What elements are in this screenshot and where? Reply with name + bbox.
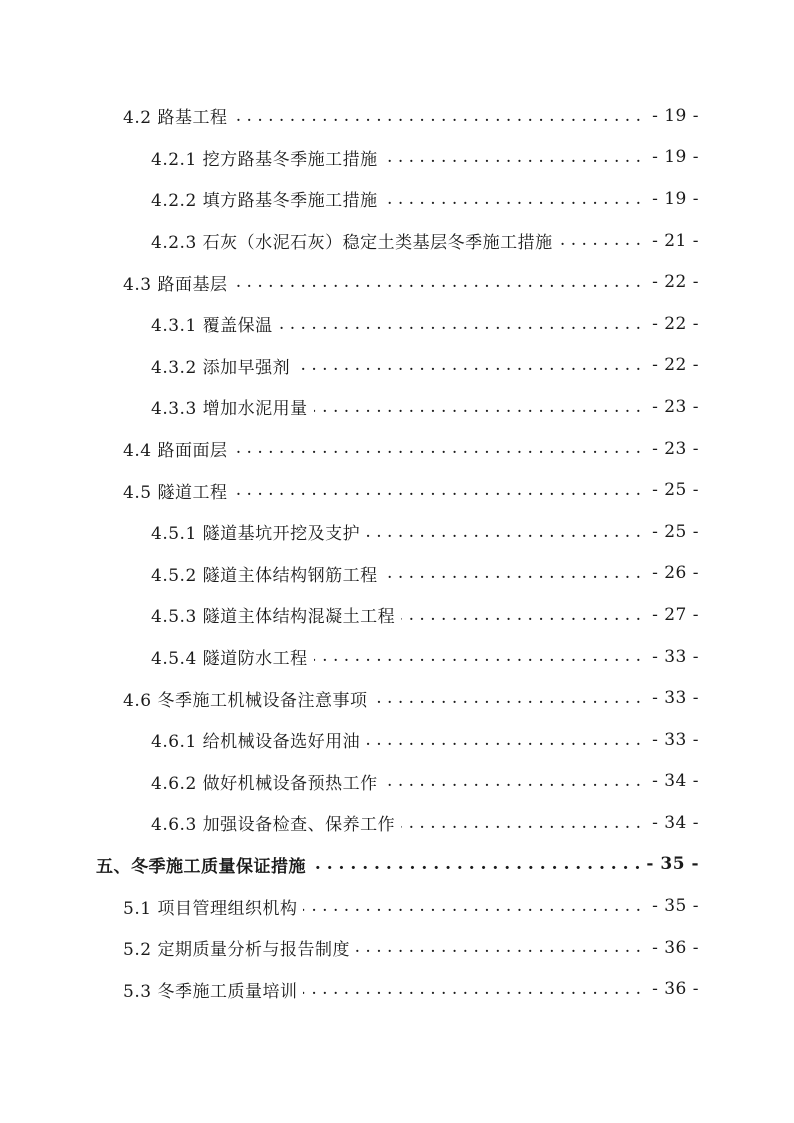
toc-entry-title: 4.3.2 添加早强剂 [151,357,291,378]
toc-entry-title: 4.3 路面基层 [123,274,228,295]
toc-entry-title: 4.5.2 隧道主体结构钢筋工程 [151,565,378,586]
toc-entry[interactable] [0,511,794,553]
toc-dot-leader [279,314,641,334]
toc-dot-leader [384,189,641,209]
toc-entry-title: 4.6.3 加强设备检查、保养工作 [151,815,396,836]
toc-entry[interactable] [0,386,794,428]
toc-entry[interactable] [0,802,794,844]
toc-dot-leader [296,355,641,375]
toc-entry[interactable] [0,553,794,595]
toc-entry-page-number: - 22 - [652,355,699,376]
toc-dot-leader [303,979,641,999]
toc-entry-title: 4.2 路基工程 [123,108,228,129]
toc-entry-title: 4.5.3 隧道主体结构混凝土工程 [151,607,396,628]
toc-entry-title: 4.4 路面面层 [123,441,228,462]
toc-dot-leader [401,813,641,833]
toc-dot-leader [312,854,640,874]
toc-dot-leader [559,230,641,250]
table-of-contents [0,95,794,1010]
toc-entry-page-number: - 22 - [652,313,699,334]
toc-entry-page-number: - 33 - [652,688,699,709]
toc-dot-leader [401,605,641,625]
toc-entry-title: 4.6.1 给机械设备选好用油 [151,732,361,753]
toc-entry[interactable] [0,677,794,719]
toc-entry-title: 4.6.2 做好机械设备预热工作 [151,773,378,794]
toc-entry-title: 4.6 冬季施工机械设备注意事项 [123,690,368,711]
toc-entry-page-number: - 35 - [652,896,699,917]
toc-entry-page-number: - 36 - [652,937,699,958]
toc-entry[interactable] [0,137,794,179]
toc-dot-leader [384,563,641,583]
toc-entry-page-number: - 25 - [652,521,699,542]
toc-entry-title: 5.2 定期质量分析与报告制度 [123,940,350,961]
toc-entry-page-number: - 33 - [652,646,699,667]
toc-entry[interactable] [0,844,794,886]
toc-entry-page-number: - 26 - [652,563,699,584]
toc-dot-leader [303,896,641,916]
toc-entry[interactable] [0,761,794,803]
toc-entry[interactable] [0,303,794,345]
toc-dot-leader [366,522,641,542]
toc-entry-title: 4.2.2 填方路基冬季施工措施 [151,191,378,212]
toc-dot-leader [384,147,641,167]
toc-entry-page-number: - 19 - [652,147,699,168]
toc-entry-title: 4.3.3 增加水泥用量 [151,399,308,420]
toc-entry-title: 五、冬季施工质量保证措施 [96,856,306,877]
toc-entry-page-number: - 34 - [652,771,699,792]
toc-entry[interactable] [0,95,794,137]
toc-entry[interactable] [0,261,794,303]
toc-entry-page-number: - 25 - [652,480,699,501]
toc-entry-page-number: - 19 - [652,105,699,126]
toc-entry[interactable] [0,178,794,220]
toc-entry[interactable] [0,719,794,761]
toc-entry-page-number: - 22 - [652,272,699,293]
toc-dot-leader [384,771,641,791]
toc-dot-leader [314,397,641,417]
toc-entry-title: 5.1 项目管理组织机构 [123,898,298,919]
toc-dot-leader [233,480,641,500]
toc-entry-title: 4.2.3 石灰（水泥石灰）稳定土类基层冬季施工措施 [151,233,553,254]
toc-entry-page-number: - 27 - [652,604,699,625]
toc-entry[interactable] [0,469,794,511]
toc-dot-leader [356,937,641,957]
toc-entry-title: 4.3.1 覆盖保温 [151,316,273,337]
toc-entry-title: 5.3 冬季施工质量培训 [123,981,298,1002]
toc-dot-leader [373,688,641,708]
toc-dot-leader [233,438,641,458]
toc-entry[interactable] [0,885,794,927]
toc-entry-page-number: - 23 - [652,396,699,417]
toc-entry-page-number: - 36 - [652,979,699,1000]
toc-entry-title: 4.5.1 隧道基坑开挖及支护 [151,524,361,545]
toc-entry[interactable] [0,594,794,636]
toc-entry[interactable] [0,927,794,969]
toc-entry-page-number: - 23 - [652,438,699,459]
toc-entry[interactable] [0,345,794,387]
toc-entry-page-number: - 21 - [652,230,699,251]
toc-entry-page-number: - 35 - [646,854,699,875]
toc-entry[interactable] [0,428,794,470]
toc-dot-leader [233,272,641,292]
toc-dot-leader [366,730,641,750]
toc-entry-page-number: - 19 - [652,188,699,209]
toc-dot-leader [233,106,641,126]
toc-entry-title: 4.5 隧道工程 [123,482,228,503]
toc-entry-title: 4.5.4 隧道防水工程 [151,649,308,670]
toc-entry-page-number: - 33 - [652,729,699,750]
toc-entry-page-number: - 34 - [652,812,699,833]
toc-entry[interactable] [0,968,794,1010]
toc-dot-leader [314,646,641,666]
toc-entry[interactable] [0,220,794,262]
toc-entry[interactable] [0,636,794,678]
toc-entry-title: 4.2.1 挖方路基冬季施工措施 [151,149,378,170]
